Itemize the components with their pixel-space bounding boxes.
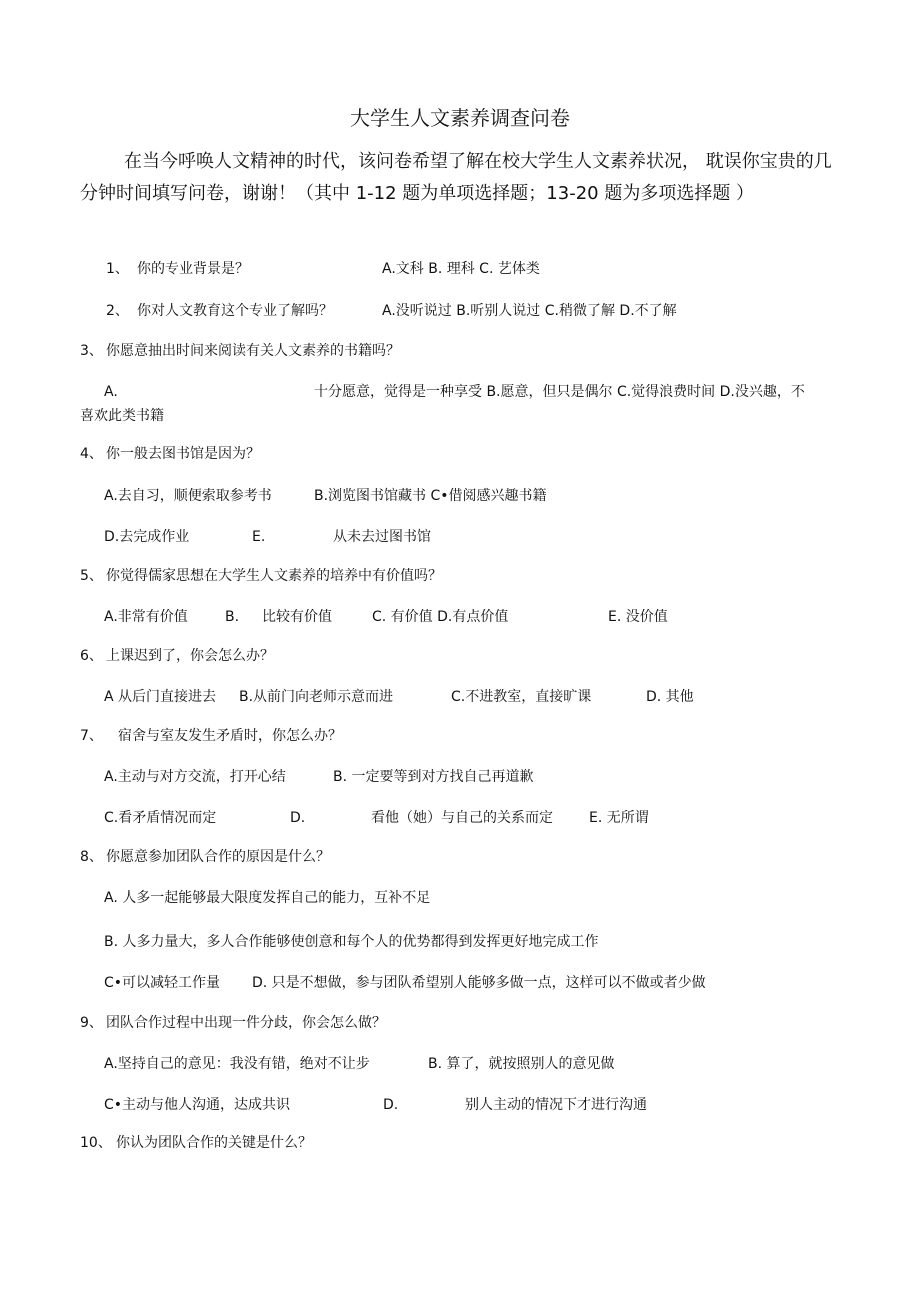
question-number: 4、 (80, 446, 103, 462)
answer-option: 别人主动的情况下才进行沟通 (465, 1097, 647, 1113)
answer-option: E. 没价值 (608, 609, 668, 625)
answer-option: A 从后门直接进去 (104, 689, 217, 705)
answer-option: E. 无所谓 (589, 810, 649, 826)
answer-option: C. 有价值 D.有点价值 (372, 609, 509, 625)
question-number: 3、 (80, 343, 103, 359)
answer-option: A.坚持自己的意见：我没有错，绝对不让步 (104, 1056, 370, 1072)
answer-option: B. 算了，就按照别人的意见做 (428, 1056, 615, 1072)
answer-option: 看他（她）与自己的关系而定 (371, 810, 553, 826)
question-text: 宿舍与室友发生矛盾时，你怎么办？ (118, 728, 342, 744)
answer-option: A. (104, 384, 118, 400)
question-number: 1、 (106, 261, 129, 277)
answer-option: D. 只是不想做，参与团队希望别人能够多做一点，这样可以不做或者少做 (252, 975, 706, 991)
answer-option: A.主动与对方交流，打开心结 (104, 769, 286, 785)
answer-option: A. 人多一起能够最大限度发挥自己的能力，互补不足 (104, 890, 431, 906)
answer-option: D. (290, 810, 306, 826)
answer-option: A.去自习，顺便索取参考书 (104, 488, 272, 504)
answer-option: B. 人多力量大，多人合作能够使创意和每个人的优势都得到发挥更好地完成工作 (104, 934, 599, 950)
question-number: 6、 (80, 648, 103, 664)
answer-option: B.从前门向老师示意而进 (239, 689, 394, 705)
answer-option: C•可以减轻工作量 (104, 975, 221, 991)
answer-option: D.去完成作业 (104, 529, 190, 545)
answer-option: E. (252, 529, 266, 545)
answer-option: B. (225, 609, 240, 625)
answer-option: 从未去过图书馆 (333, 529, 431, 545)
question-text: 你一般去图书馆是因为？ (106, 446, 260, 462)
answer-options: A.文科 B. 理科 C. 艺体类 (382, 261, 540, 277)
page-title: 大学生人文素养调查问卷 (350, 106, 570, 130)
question-number: 5、 (80, 568, 103, 584)
answer-option: 比较有价值 (262, 609, 332, 625)
answer-option: 喜欢此类书籍 (80, 408, 164, 424)
question-text: 上课迟到了，你会怎么办？ (106, 648, 274, 664)
question-text: 你愿意抽出时间来阅读有关人文素养的书籍吗？ (106, 343, 400, 359)
question-number: 8、 (80, 849, 103, 865)
answer-option: C.看矛盾情况而定 (104, 810, 217, 826)
question-text: 你认为团队合作的关键是什么？ (116, 1135, 312, 1151)
question-text: 团队合作过程中出现一件分歧，你会怎么做？ (106, 1015, 386, 1031)
question-number: 7、 (80, 728, 103, 744)
intro-paragraph: 在当今呼唤人文精神的时代，该问卷希望了解在校大学生人文素养状况， 耽误你宝贵的几分钟时间填写问卷，谢谢！（其中 1-12 题为单项选择题；13-20 题为多项选择题 ） (80, 151, 832, 204)
answer-option: C•主动与他人沟通，达成共识 (104, 1097, 291, 1113)
answer-options: A.没听说过 B.听别人说过 C.稍微了解 D.不了解 (382, 303, 677, 319)
answer-option: 十分愿意，觉得是一种享受 B.愿意，但只是偶尔 C.觉得浪费时间 D.没兴趣，不 (314, 384, 805, 400)
answer-option: B.浏览图书馆藏书 C•借阅感兴趣书籍 (314, 488, 547, 504)
question-text: 你对人文教育这个专业了解吗？ (137, 303, 333, 319)
question-text: 你愿意参加团队合作的原因是什么？ (106, 849, 330, 865)
answer-option: B. 一定要等到对方找自己再道歉 (333, 769, 534, 785)
question-number: 10、 (80, 1135, 112, 1151)
answer-option: D. (383, 1097, 399, 1113)
answer-option: A.非常有价值 (104, 609, 188, 625)
answer-option: C.不进教室，直接旷课 (451, 689, 592, 705)
question-text: 你的专业背景是？ (137, 261, 249, 277)
question-number: 9、 (80, 1015, 103, 1031)
question-text: 你觉得儒家思想在大学生人文素养的培养中有价值吗？ (106, 568, 442, 584)
question-number: 2、 (106, 303, 129, 319)
answer-option: D. 其他 (646, 689, 694, 705)
